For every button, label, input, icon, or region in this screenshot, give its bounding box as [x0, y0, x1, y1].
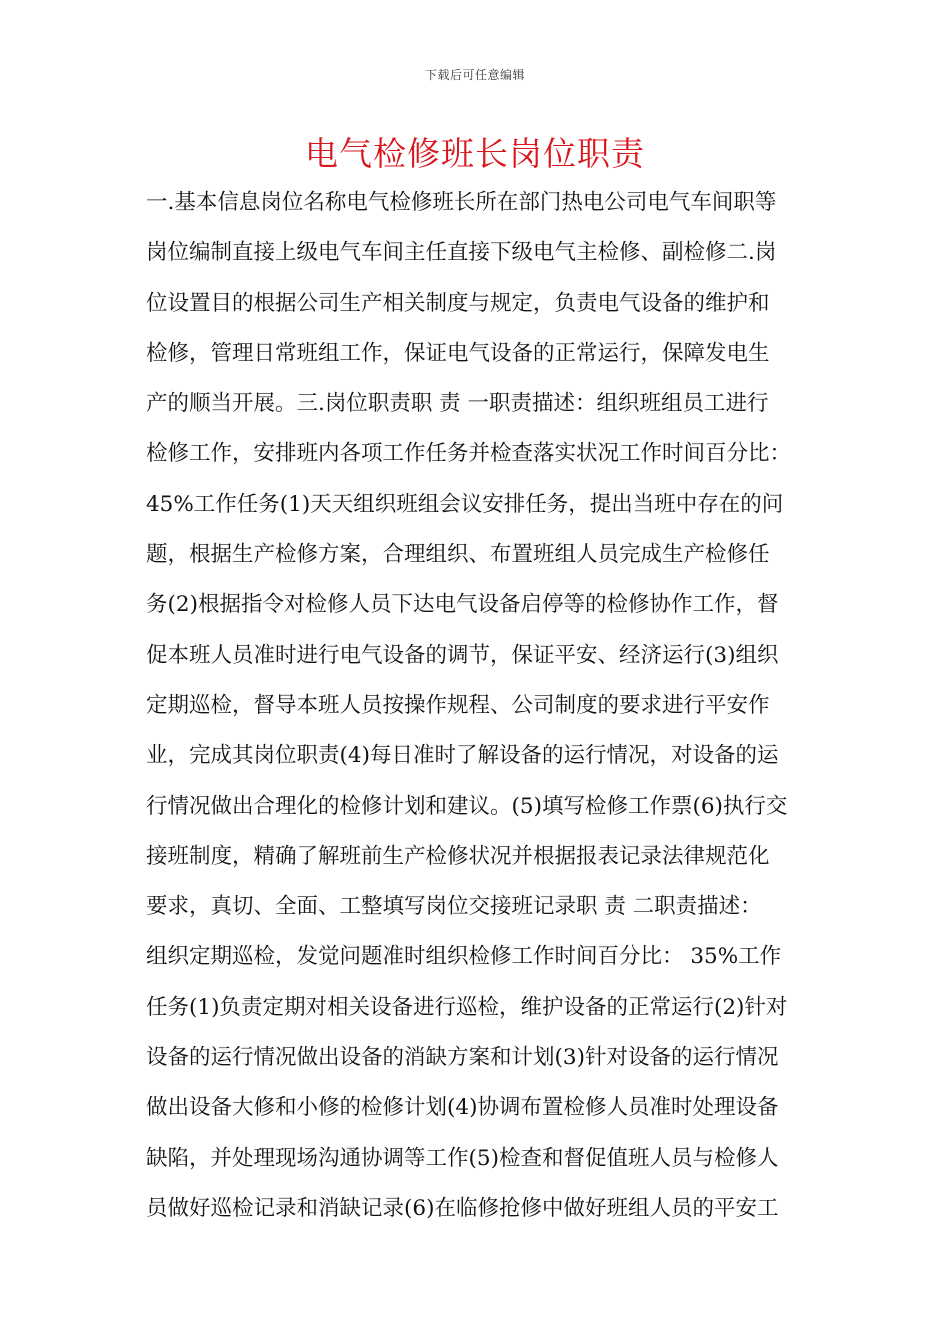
text-line: 组织定期巡检，发觉问题准时组织检修工作时间百分比： 35%工作 [146, 944, 782, 970]
text-line: 缺陷，并处理现场沟通协调等工作(5)检查和督促值班人员与检修人 [146, 1145, 779, 1171]
text-line: 接班制度，精确了解班前生产检修状况并根据报表记录法律规范化 [146, 843, 770, 869]
text-line: 产的顺当开展。三.岗位职责职 责 一职责描述：组织班组员工进行 [146, 391, 769, 417]
text-line: 业，完成其岗位职责(4)每日准时了解设备的运行情况，对设备的运 [146, 743, 779, 769]
text-line: 题，根据生产检修方案，合理组织、布置班组人员完成生产检修任 [146, 542, 770, 568]
text-line: 任务(1)负责定期对相关设备进行巡检，维护设备的正常运行(2)针对 [146, 994, 788, 1020]
text-line: 检修，管理日常班组工作，保证电气设备的正常运行，保障发电生 [146, 340, 770, 366]
text-line: 促本班人员准时进行电气设备的调节，保证平安、经济运行(3)组织 [146, 642, 779, 668]
body-paragraph [146, 178, 814, 1234]
text-line: 行情况做出合理化的检修计划和建议。(5)填写检修工作票(6)执行交 [146, 793, 788, 819]
text-line: 务(2)根据指令对检修人员下达电气设备启停等的检修协作工作，督 [146, 592, 779, 618]
text-line: 做出设备大修和小修的检修计划(4)协调布置检修人员准时处理设备 [146, 1095, 779, 1121]
text-line: 员做好巡检记录和消缺记录(6)在临修抢修中做好班组人员的平安工 [146, 1195, 779, 1221]
text-line: 一.基本信息岗位名称电气检修班长所在部门热电公司电气车间职等 [146, 190, 777, 215]
text-line: 检修工作，安排班内各项工作任务并检查落实状况工作时间百分比： [146, 441, 792, 467]
text-line: 岗位编制直接上级电气车间主任直接下级电气主检修、副检修二.岗 [146, 240, 777, 266]
header-note: 下载后可任意编辑 [424, 68, 525, 82]
text-line: 设备的运行情况做出设备的消缺方案和计划(3)针对设备的运行情况 [146, 1045, 779, 1071]
text-line: 45%工作任务(1)天天组织班组会议安排任务，提出当班中存在的问 [146, 491, 784, 517]
text-line: 定期巡检，督导本班人员按操作规程、公司制度的要求进行平安作 [146, 692, 770, 718]
document-title: 电气检修班长岗位职责 [305, 134, 645, 173]
text-line: 位设置目的根据公司生产相关制度与规定，负责电气设备的维护和 [146, 290, 770, 316]
text-line: 要求，真切、全面、工整填写岗位交接班记录职 责 二职责描述： [146, 894, 762, 920]
